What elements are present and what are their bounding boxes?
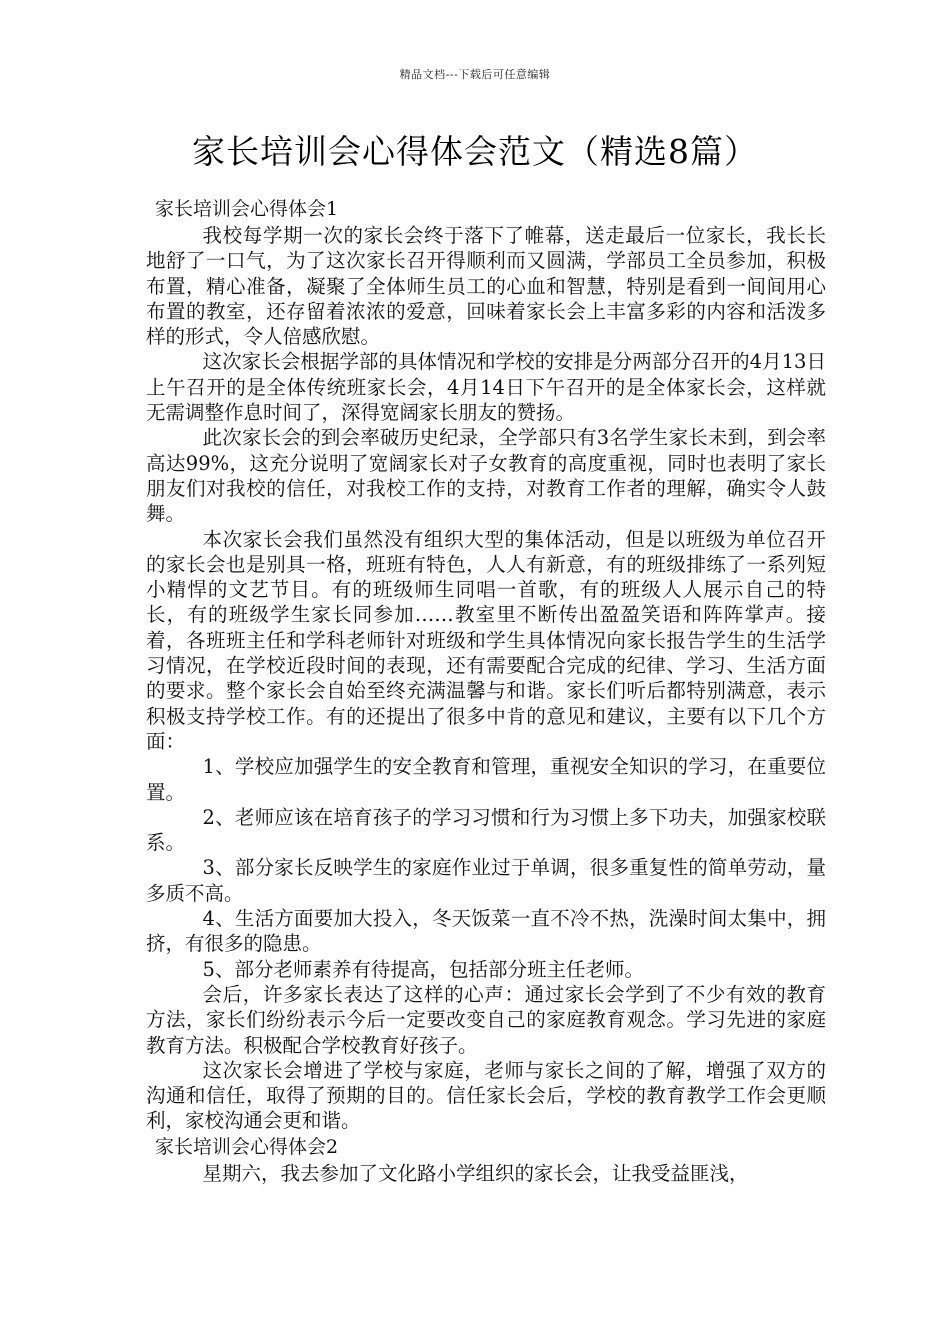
paragraph: 这次家长会增进了学校与家庭，老师与家长之间的了解，增强了双方的沟通和信任，取得了预期的目的。信任家长会后，学校的教育教学工作会更顺利，家校沟通会更和谐。 xyxy=(146,1058,826,1133)
paragraph: 本次家长会我们虽然没有组织大型的集体活动，但是以班级为单位召开的家长会也是别具一格，班班有特色，人人有新意，有的班级排练了一系列短小精悍的文艺节目。有的班级师生同唱一首歌，有的班级人人展示自己的特长，有的班级学生家长同参加……教室里不断传出盈盈笑语和阵阵掌声。接着，各班班主任和学科老师针对班级和学生具体情况向家长报告学生的生活学习情况，在学校近段时间的表现，还有需要配合完成的纪律、学习、生活方面的要求。整个家长会自始至终充满温馨与和谐。家长们听后都特别满意，表示积极支持学校工作。有的还提出了很多中肯的意见和建议，主要有以下几个方面： xyxy=(146,527,826,753)
paragraph: 此次家长会的到会率破历史纪录，全学部只有3名学生家长未到，到会率高达99%，这充分说明了宽阔家长对子女教育的高度重视，同时也表明了家长朋友们对我校的信任，对我校工作的支持，对教育工作者的理解，确实令人鼓舞。 xyxy=(146,426,826,526)
list-item: 1、学校应加强学生的安全教育和管理，重视安全知识的学习，在重要位置。 xyxy=(146,755,826,804)
section-heading: 家长培训会心得体会2 xyxy=(155,1135,339,1158)
paragraph: 我校每学期一次的家长会终于落下了帷幕，送走最后一位家长，我长长地舒了一口气，为了这次家长召开得顺利而又圆满，学部员工全员参加，积极布置，精心准备，凝聚了全体师生员工的心血和智慧，特别是看到一间间用心布置的教室，还存留着浓浓的爱意，回味着家长会上丰富多彩的内容和活泼多样的形式，令人倍感欣慰。 xyxy=(146,224,826,349)
paragraph: 星期六，我去参加了文化路小学组织的家长会，让我受益匪浅， xyxy=(202,1161,749,1185)
paragraph: 会后，许多家长表达了这样的心声：通过家长会学到了不少有效的教育方法，家长们纷纷表示今后一定要改变自己的家庭教育观念。学习先进的家庭教育方法。积极配合学校教育好孩子。 xyxy=(146,982,826,1057)
document-body xyxy=(146,196,826,1186)
paragraph: 这次家长会根据学部的具体情况和学校的安排是分两部分召开的4月13日上午召开的是全体传统班家长会，4月14日下午召开的是全体家长会，这样就无需调整作息时间了，深得宽阔家长朋友的赞扬。 xyxy=(146,350,826,425)
header-note: 精品文档---下载后可任意编辑 xyxy=(399,68,551,81)
section-heading: 家长培训会心得体会1 xyxy=(155,198,339,220)
list-item: 3、部分家长反映学生的家庭作业过于单调，很多重复性的简单劳动，量多质不高。 xyxy=(146,856,826,905)
document-title: 家长培训会心得体会范文（精选8篇） xyxy=(192,132,758,171)
list-item: 4、生活方面要加大投入，冬天饭菜一直不冷不热，洗澡时间太集中，拥挤，有很多的隐患。 xyxy=(146,907,826,956)
list-item: 2、老师应该在培育孩子的学习习惯和行为习惯上多下功夫，加强家校联系。 xyxy=(146,805,826,855)
list-item: 5、部分老师素养有待提高，包括部分班主任老师。 xyxy=(202,957,644,981)
